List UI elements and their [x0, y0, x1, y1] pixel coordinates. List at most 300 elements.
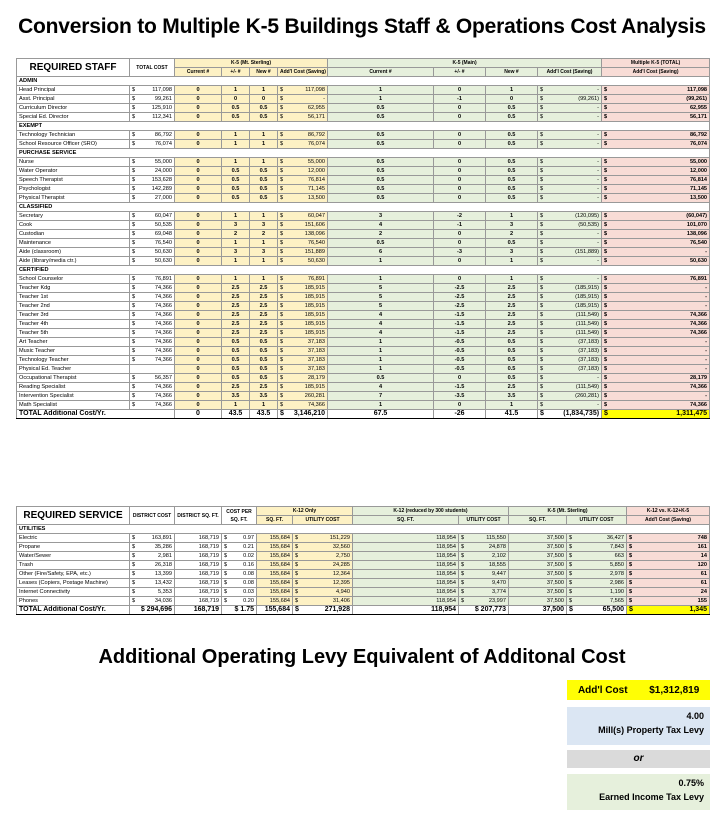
current-mt: 0 — [175, 257, 222, 266]
new-mt: 1 — [250, 86, 278, 95]
total-sqft-k12: 155,684 — [257, 606, 293, 615]
add-main: $ - — [538, 158, 602, 167]
pm-main: -3 — [434, 248, 486, 257]
col-current-mt: Current # — [175, 68, 222, 77]
add-total: $ 55,000 — [602, 158, 710, 167]
add-mt: $ 151,889 — [278, 248, 328, 257]
pm-main: -2.5 — [434, 302, 486, 311]
add-total: $ 76,540 — [602, 239, 710, 248]
district-sqft: 168,719 — [175, 597, 222, 606]
district-cost: $ 13,399 — [130, 570, 175, 579]
new-main: 2.5 — [486, 311, 538, 320]
staff-name: Secretary — [17, 212, 130, 221]
pm-main: 0 — [434, 239, 486, 248]
add-service: $ 161 — [627, 543, 710, 552]
util-k12r: $ 23,997 — [459, 597, 509, 606]
add-mt: $ 185,915 — [278, 293, 328, 302]
table-row — [17, 320, 710, 329]
section-row — [17, 122, 710, 131]
staff-name: Aide (classroom) — [17, 248, 130, 257]
current-main: 1 — [328, 338, 434, 347]
util-k12: $ 24,285 — [293, 561, 353, 570]
current-main: 0.5 — [328, 185, 434, 194]
add-mt: $ 151,606 — [278, 221, 328, 230]
total-sqft-k5: 37,500 — [509, 606, 567, 615]
col-add-main: Add'l Cost (Saving) — [538, 68, 602, 77]
table-row — [17, 257, 710, 266]
add-total: $ 74,366 — [602, 401, 710, 410]
add-main: $ - — [538, 230, 602, 239]
page-title: Conversion to Multiple K-5 Buildings Staff & Operations Cost Analysis — [18, 15, 706, 38]
current-main: 5 — [328, 293, 434, 302]
staff-name: Water Operator — [17, 167, 130, 176]
service-name: Electric — [17, 534, 130, 543]
new-main: 1 — [486, 275, 538, 284]
add-main: $ - — [538, 104, 602, 113]
table-row — [17, 543, 710, 552]
section-label: ADMIN — [17, 77, 710, 86]
service-name: Water/Sewer — [17, 552, 130, 561]
sqft-k12r: 118,954 — [353, 561, 459, 570]
total-cost: $ 74,366 — [130, 320, 175, 329]
add-mt: $ 60,047 — [278, 212, 328, 221]
add-service: $ 155 — [627, 597, 710, 606]
pm-mt: 0.5 — [222, 374, 250, 383]
district-sqft: 168,719 — [175, 570, 222, 579]
add-main: $ - — [538, 374, 602, 383]
staff-name: Teacher 4th — [17, 320, 130, 329]
add-main: $ - — [538, 176, 602, 185]
table-row — [17, 338, 710, 347]
pm-mt: 1 — [222, 212, 250, 221]
section-row — [17, 266, 710, 275]
group-main: K-5 (Main) — [328, 59, 602, 68]
util-k12: $ 4,940 — [293, 588, 353, 597]
current-mt: 0 — [175, 212, 222, 221]
add-mt: $ 37,183 — [278, 356, 328, 365]
new-mt: 0 — [250, 95, 278, 104]
util-k12r: $ 115,550 — [459, 534, 509, 543]
util-k12: $ 12,395 — [293, 579, 353, 588]
new-mt: 0.5 — [250, 185, 278, 194]
current-mt: 0 — [175, 131, 222, 140]
add-service: $ 61 — [627, 570, 710, 579]
add-mt: $ 86,792 — [278, 131, 328, 140]
total-cost: $ 50,630 — [130, 257, 175, 266]
total-cost: $ 27,000 — [130, 194, 175, 203]
current-main: 3 — [328, 212, 434, 221]
add-total: $ 71,145 — [602, 185, 710, 194]
new-mt: 1 — [250, 212, 278, 221]
new-main: 0.5 — [486, 104, 538, 113]
current-main: 4 — [328, 311, 434, 320]
new-main: 0.5 — [486, 194, 538, 203]
util-k12: $ 2,750 — [293, 552, 353, 561]
current-mt: 0 — [175, 365, 222, 374]
pm-main: 0 — [434, 275, 486, 284]
current-main: 1 — [328, 356, 434, 365]
current-mt: 0 — [175, 185, 222, 194]
staff-name: Intervention Specialist — [17, 392, 130, 401]
total-cost: $ 69,048 — [130, 230, 175, 239]
new-main: 3 — [486, 221, 538, 230]
util-k5: $ 1,190 — [567, 588, 627, 597]
add-service: $ 14 — [627, 552, 710, 561]
add-main: $ - — [538, 113, 602, 122]
pm-main: -0.5 — [434, 338, 486, 347]
col-sqft-k12: SQ. FT. — [257, 516, 293, 525]
table-row — [17, 293, 710, 302]
add-total: $ 56,171 — [602, 113, 710, 122]
current-mt: 0 — [175, 167, 222, 176]
pm-mt: 1 — [222, 401, 250, 410]
section-label: UTILITIES — [17, 525, 710, 534]
add-total: $ 62,955 — [602, 104, 710, 113]
pm-main: 0 — [434, 104, 486, 113]
add-total: $ 74,366 — [602, 383, 710, 392]
new-main: 2.5 — [486, 293, 538, 302]
staff-total-label: TOTAL Additional Cost/Yr. — [17, 410, 175, 419]
total-sqft-k12r: 118,954 — [353, 606, 459, 615]
new-mt: 3.5 — [250, 392, 278, 401]
new-mt: 2.5 — [250, 329, 278, 338]
current-main: 4 — [328, 320, 434, 329]
new-mt: 0.5 — [250, 167, 278, 176]
staff-name: Nurse — [17, 158, 130, 167]
current-mt: 0 — [175, 311, 222, 320]
pm-main: -2.5 — [434, 284, 486, 293]
current-main: 5 — [328, 302, 434, 311]
add-total: $ - — [602, 248, 710, 257]
staff-name: Asst. Principal — [17, 95, 130, 104]
pm-main: -0.5 — [434, 347, 486, 356]
new-main: 2.5 — [486, 320, 538, 329]
section-label: CLASSIFIED — [17, 203, 710, 212]
district-cost-header: DISTRICT COST — [130, 507, 175, 525]
total-district-sqft: 168,719 — [175, 606, 222, 615]
total-current-mt: 0 — [175, 410, 222, 419]
service-name: Internet Connectivity — [17, 588, 130, 597]
total-new-mt: 43.5 — [250, 410, 278, 419]
total-cost — [130, 365, 175, 374]
current-mt: 0 — [175, 374, 222, 383]
pm-main: -1 — [434, 221, 486, 230]
total-cost: $ 86,792 — [130, 131, 175, 140]
new-mt: 1 — [250, 158, 278, 167]
table-row — [17, 230, 710, 239]
new-mt: 2.5 — [250, 311, 278, 320]
total-pm-mt: 43.5 — [222, 410, 250, 419]
total-cost: $ 76,891 — [130, 275, 175, 284]
util-k5: $ 5,850 — [567, 561, 627, 570]
sqft-k12: 155,684 — [257, 579, 293, 588]
add-main: $ - — [538, 167, 602, 176]
current-mt: 0 — [175, 284, 222, 293]
add-main: $ - — [538, 257, 602, 266]
util-k12: $ 12,364 — [293, 570, 353, 579]
add-main: $ (37,183) — [538, 356, 602, 365]
eit-value: 0.75% — [678, 778, 704, 788]
total-cost: $ 50,630 — [130, 248, 175, 257]
group-k12-only: K-12 Only — [257, 507, 353, 516]
col-new-main: New # — [486, 68, 538, 77]
service-name: Other (Fire/Safety, EPA, etc.) — [17, 570, 130, 579]
current-mt: 0 — [175, 356, 222, 365]
staff-name: Physical Ed. Teacher — [17, 365, 130, 374]
add-total: $ 76,814 — [602, 176, 710, 185]
add-total: $ - — [602, 284, 710, 293]
current-main: 0.5 — [328, 131, 434, 140]
pm-main: 0 — [434, 86, 486, 95]
sqft-k12r: 118,954 — [353, 579, 459, 588]
table-row — [17, 158, 710, 167]
current-mt: 0 — [175, 176, 222, 185]
current-mt: 0 — [175, 95, 222, 104]
pm-mt: 0.5 — [222, 176, 250, 185]
table-row — [17, 131, 710, 140]
current-main: 4 — [328, 383, 434, 392]
current-mt: 0 — [175, 338, 222, 347]
current-mt: 0 — [175, 140, 222, 149]
total-cost: $ 142,289 — [130, 185, 175, 194]
section-row — [17, 149, 710, 158]
current-mt: 0 — [175, 392, 222, 401]
current-main: 0.5 — [328, 158, 434, 167]
add-main: $ (37,183) — [538, 365, 602, 374]
staff-name: School Counselor — [17, 275, 130, 284]
sqft-k5: 37,500 — [509, 543, 567, 552]
staff-name: Math Specialist — [17, 401, 130, 410]
staff-name: Art Teacher — [17, 338, 130, 347]
add-total: $ 12,000 — [602, 167, 710, 176]
cost-per-sqft: $ 0.20 — [222, 597, 257, 606]
current-mt: 0 — [175, 383, 222, 392]
pm-main: -1.5 — [434, 311, 486, 320]
add-main: $ - — [538, 239, 602, 248]
section-label: CERTIFIED — [17, 266, 710, 275]
total-cost: $ 55,000 — [130, 158, 175, 167]
add-total: $ - — [602, 338, 710, 347]
cost-per-sqft-header: COST PER SQ. FT. — [222, 507, 257, 525]
pm-main: 0 — [434, 113, 486, 122]
current-mt: 0 — [175, 401, 222, 410]
total-cost: $ 112,341 — [130, 113, 175, 122]
add-mt: $ 50,630 — [278, 257, 328, 266]
new-mt: 1 — [250, 275, 278, 284]
pm-mt: 3 — [222, 248, 250, 257]
col-current-main: Current # — [328, 68, 434, 77]
pm-main: 0 — [434, 158, 486, 167]
staff-name: Physical Therapist — [17, 194, 130, 203]
add-main: $ (111,549) — [538, 329, 602, 338]
new-main: 0.5 — [486, 365, 538, 374]
staff-name: Teacher 5th — [17, 329, 130, 338]
add-total: $ - — [602, 347, 710, 356]
current-main: 5 — [328, 284, 434, 293]
new-mt: 0.5 — [250, 374, 278, 383]
new-mt: 2 — [250, 230, 278, 239]
total-cost: $ 74,366 — [130, 302, 175, 311]
total-cost: $ 74,366 — [130, 338, 175, 347]
add-mt: $ - — [278, 95, 328, 104]
add-mt: $ 76,814 — [278, 176, 328, 185]
total-cost: $ 74,366 — [130, 383, 175, 392]
pm-mt: 1 — [222, 257, 250, 266]
pm-main: 0 — [434, 167, 486, 176]
new-mt: 1 — [250, 140, 278, 149]
district-cost: $ 34,036 — [130, 597, 175, 606]
sqft-k5: 37,500 — [509, 552, 567, 561]
pm-mt: 1 — [222, 275, 250, 284]
section-label: PURCHASE SERVICE — [17, 149, 710, 158]
add-mt: $ 185,915 — [278, 311, 328, 320]
staff-name: Curriculum Director — [17, 104, 130, 113]
current-main: 0.5 — [328, 140, 434, 149]
staff-name: Head Principal — [17, 86, 130, 95]
current-main: 1 — [328, 86, 434, 95]
new-mt: 2.5 — [250, 284, 278, 293]
table-row — [17, 311, 710, 320]
service-total-label: TOTAL Additional Cost/Yr. — [17, 606, 130, 615]
pm-main: -0.5 — [434, 365, 486, 374]
pm-mt: 0 — [222, 95, 250, 104]
staff-name: Teacher 1st — [17, 293, 130, 302]
current-main: 1 — [328, 95, 434, 104]
sqft-k12r: 118,954 — [353, 570, 459, 579]
add-main: $ (50,535) — [538, 221, 602, 230]
table-row — [17, 95, 710, 104]
add-mt: $ 55,000 — [278, 158, 328, 167]
current-main: 0.5 — [328, 104, 434, 113]
total-district-cost: $ 294,696 — [130, 606, 175, 615]
add-total: $ - — [602, 392, 710, 401]
new-mt: 0.5 — [250, 194, 278, 203]
new-main: 2 — [486, 230, 538, 239]
table-row — [17, 302, 710, 311]
total-cost: $ 74,366 — [130, 293, 175, 302]
total-cost: $ 76,074 — [130, 140, 175, 149]
add-mt: $ 76,074 — [278, 140, 328, 149]
current-main: 1 — [328, 347, 434, 356]
new-mt: 1 — [250, 257, 278, 266]
sqft-k12r: 118,954 — [353, 597, 459, 606]
total-cost: $ 76,540 — [130, 239, 175, 248]
new-mt: 0.5 — [250, 365, 278, 374]
table-row — [17, 392, 710, 401]
current-mt: 0 — [175, 221, 222, 230]
district-cost: $ 163,891 — [130, 534, 175, 543]
add-mt: $ 260,281 — [278, 392, 328, 401]
pm-main: 0 — [434, 194, 486, 203]
district-sqft: 168,719 — [175, 543, 222, 552]
new-mt: 1 — [250, 401, 278, 410]
add-service: $ 61 — [627, 579, 710, 588]
sqft-k5: 37,500 — [509, 534, 567, 543]
new-main: 2.5 — [486, 329, 538, 338]
table-row — [17, 239, 710, 248]
add-service: $ 748 — [627, 534, 710, 543]
table-row — [17, 347, 710, 356]
sqft-k12: 155,684 — [257, 534, 293, 543]
total-cost: $ 74,366 — [130, 329, 175, 338]
pm-main: -1.5 — [434, 383, 486, 392]
add-main: $ - — [538, 275, 602, 284]
staff-name: Teacher 3rd — [17, 311, 130, 320]
table-row — [17, 579, 710, 588]
table-row — [17, 383, 710, 392]
district-sqft: 168,719 — [175, 561, 222, 570]
add-mt: $ 185,915 — [278, 302, 328, 311]
add-main: $ - — [538, 185, 602, 194]
district-sqft: 168,719 — [175, 579, 222, 588]
new-main: 2.5 — [486, 284, 538, 293]
col-add-service: Add'l Cost (Saving) — [627, 516, 710, 525]
util-k12r: $ 9,447 — [459, 570, 509, 579]
add-mt: $ 37,183 — [278, 347, 328, 356]
cost-per-sqft: $ 0.08 — [222, 570, 257, 579]
total-cost: $ 60,047 — [130, 212, 175, 221]
pm-mt: 2.5 — [222, 383, 250, 392]
addl-cost-value: $1,312,819 — [649, 684, 700, 696]
add-mt: $ 185,915 — [278, 284, 328, 293]
sqft-k5: 37,500 — [509, 588, 567, 597]
pm-mt: 0.5 — [222, 185, 250, 194]
sqft-k12: 155,684 — [257, 597, 293, 606]
staff-name: Technology Teacher — [17, 356, 130, 365]
add-main: $ (111,549) — [538, 311, 602, 320]
district-cost: $ 5,353 — [130, 588, 175, 597]
new-main: 0.5 — [486, 185, 538, 194]
table-row — [17, 374, 710, 383]
district-sqft: 168,719 — [175, 552, 222, 561]
add-main: $ (111,549) — [538, 383, 602, 392]
add-mt: $ 56,171 — [278, 113, 328, 122]
section-row — [17, 203, 710, 212]
staff-name: Maintenance — [17, 239, 130, 248]
pm-mt: 2 — [222, 230, 250, 239]
district-cost: $ 2,981 — [130, 552, 175, 561]
add-mt: $ 185,915 — [278, 383, 328, 392]
add-main: $ (111,549) — [538, 320, 602, 329]
staff-name: Teacher 2nd — [17, 302, 130, 311]
mills-label: Mill(s) Property Tax Levy — [598, 725, 704, 735]
pm-mt: 0.5 — [222, 347, 250, 356]
add-total: $ 76,891 — [602, 275, 710, 284]
sqft-k12: 155,684 — [257, 570, 293, 579]
total-cost: $ 24,000 — [130, 167, 175, 176]
new-main: 1 — [486, 86, 538, 95]
new-main: 2.5 — [486, 383, 538, 392]
district-cost: $ 35,286 — [130, 543, 175, 552]
total-add-service: $ 1,345 — [627, 606, 710, 615]
section-label: EXEMPT — [17, 122, 710, 131]
current-main: 0.5 — [328, 239, 434, 248]
sqft-k12r: 118,954 — [353, 534, 459, 543]
new-main: 1 — [486, 401, 538, 410]
add-main: $ - — [538, 140, 602, 149]
new-mt: 0.5 — [250, 347, 278, 356]
staff-name: Psychologist — [17, 185, 130, 194]
total-cost: $ 56,357 — [130, 374, 175, 383]
new-main: 0 — [486, 95, 538, 104]
util-k12r: $ 9,470 — [459, 579, 509, 588]
util-k12: $ 151,229 — [293, 534, 353, 543]
total-cost: $ 50,535 — [130, 221, 175, 230]
pm-mt: 2.5 — [222, 329, 250, 338]
staff-name: Reading Specialist — [17, 383, 130, 392]
current-main: 4 — [328, 221, 434, 230]
table-row — [17, 534, 710, 543]
